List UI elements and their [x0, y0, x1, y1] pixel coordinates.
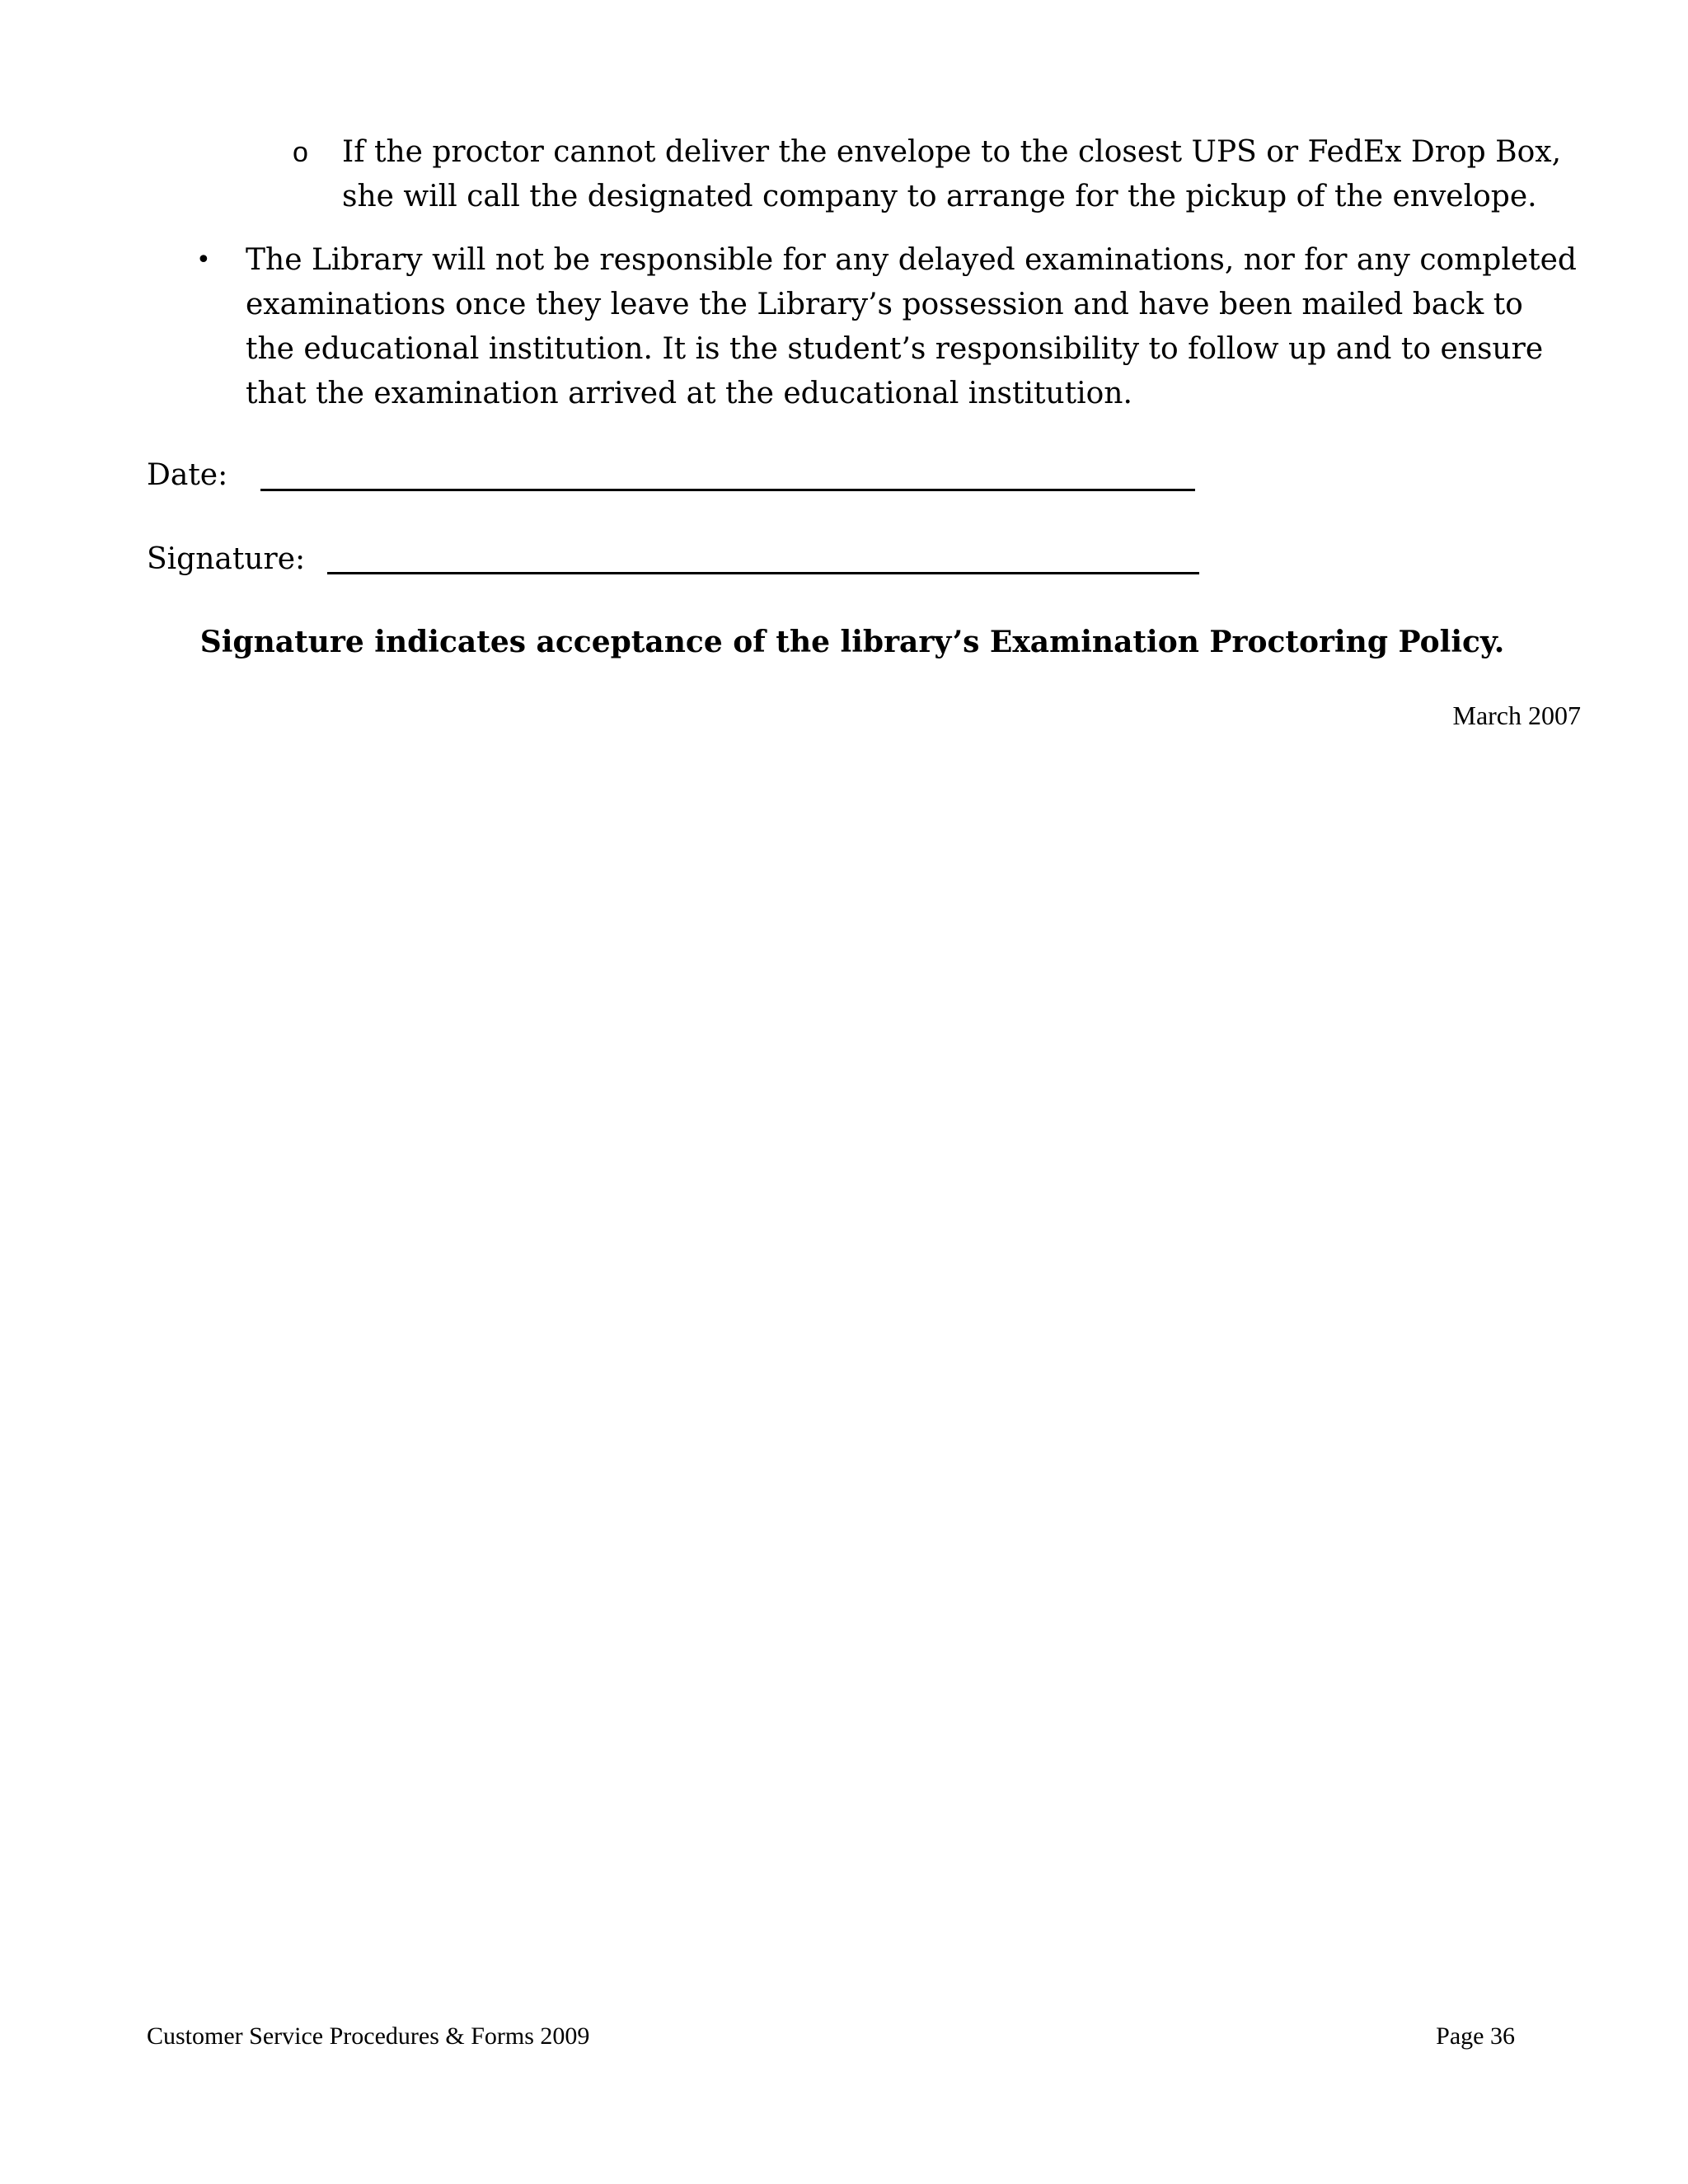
date-label: Date:: [147, 458, 228, 492]
sub-bullet-item: [293, 130, 1578, 219]
sub-bullet-text: If the proctor cannot deliver the envelope to the closest UPS or FedEx Drop Box, she will call the designated company to arrange for the pickup of the envelope.: [342, 135, 1562, 213]
date-field-line[interactable]: [260, 489, 1195, 491]
signature-field-line[interactable]: [327, 572, 1199, 574]
revision-date: March 2007: [1452, 701, 1581, 730]
bullet-text: The Library will not be responsible for any delayed examinations, nor for any completed examinations once they leave the Library’s possession and have been mailed back to the educational institution. It is the student’s responsibility to follow up and to ensure that the examination arrived at the educational institution.: [246, 243, 1577, 410]
acceptance-statement: Signature indicates acceptance of the library’s Examination Proctoring Policy.: [199, 625, 1505, 659]
signature-label: Signature:: [147, 542, 306, 576]
bullet-marker: •: [196, 246, 211, 274]
sub-bullet-marker: o: [293, 137, 308, 168]
bullet-item: [196, 238, 1581, 416]
footer-page-number: Page 36: [1436, 2022, 1515, 2050]
footer-document-title: Customer Service Procedures & Forms 2009: [147, 2022, 590, 2050]
